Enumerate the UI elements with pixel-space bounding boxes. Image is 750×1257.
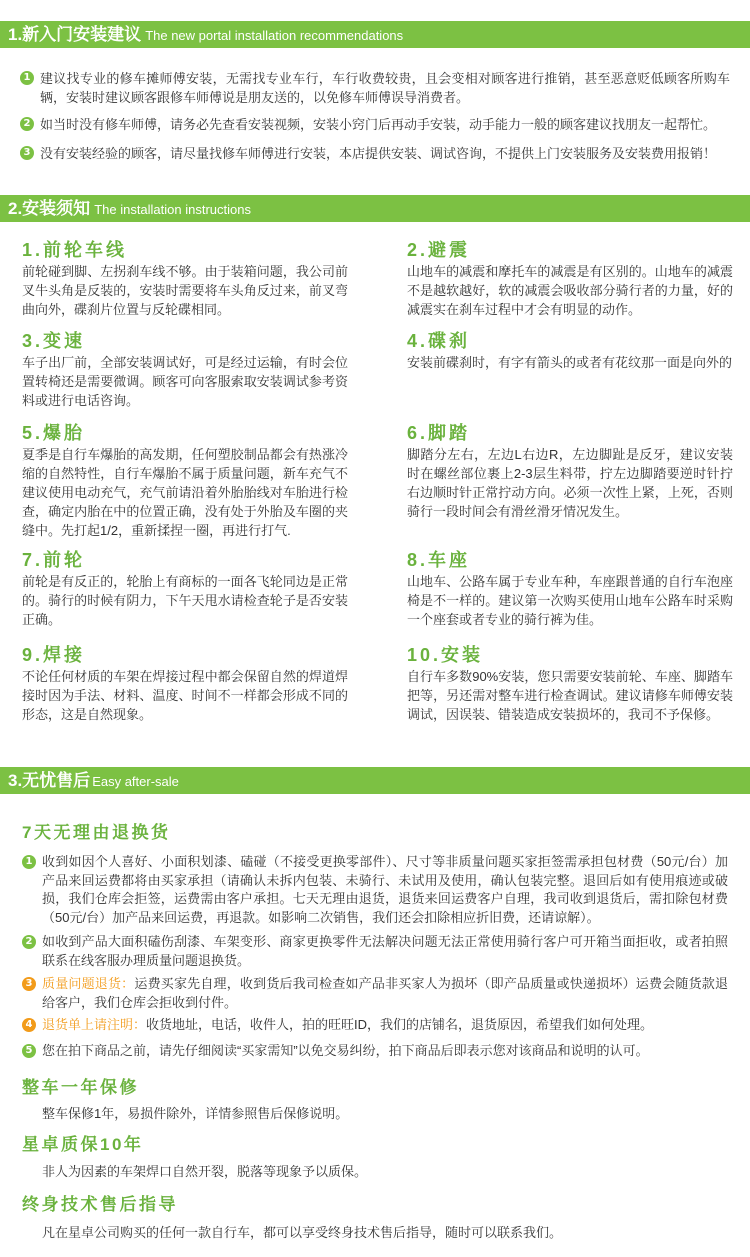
section-title: 3.无忧售后 <box>8 771 91 790</box>
number-badge: 2 <box>22 935 36 949</box>
instruction-text: 自行车多数90%安装，您只需要安装前轮、车座、脚踏车把等，另还需对整车进行检查调试。建议请修车师傅安装调试，因误装、错装造成安装损坏的，我司不予保修。 <box>407 669 733 722</box>
instruction-front-wheel-cable <box>22 239 348 319</box>
instruction-tire-burst <box>22 422 348 540</box>
return-policy-label: 质量问题退货： <box>42 976 135 991</box>
instruction-title: 4.碟刹 <box>407 331 471 351</box>
return-policy-body <box>42 975 728 1012</box>
return-policy-item <box>22 853 728 927</box>
return-policy-heading: 7天无理由退换货 <box>22 823 171 842</box>
instruction-disc-brake <box>407 330 733 372</box>
return-policy-item <box>22 975 728 1012</box>
instruction-title: 7.前轮 <box>22 550 86 570</box>
return-policy-text: 运费买家先自理，收到货后我司检查如产品非买家人为损坏（即产品质量或快递损坏）运费会随货款退给客户，我们仓库会拒收到付件。 <box>42 976 728 1010</box>
return-policy-text: 您在拍下商品之前，请先仔细阅读“买家需知”以免交易纠纷，拍下商品后即表示您对该商品和说明的认可。 <box>42 1043 649 1058</box>
instruction-text: 脚踏分左右，左边L右边R，左边脚趾是反牙，建议安装时在螺丝部位裹上2-3层生料带，拧左边脚踏要逆时针拧右边顺时针正常拧动方向。必须一次性上紧，上死，否则骑行一段时间会有滑丝滑牙情况发生。 <box>407 447 733 519</box>
return-policy-label: 退货单上请注明： <box>42 1017 147 1032</box>
instruction-saddle <box>407 549 733 629</box>
install-tip-item <box>20 69 730 107</box>
return-policy-text: 收到如因个人喜好、小面积划漆、磕碰（不接受更换零部件）、尺寸等非质量问题买家拒签需承担包材费（50元/台）加产品来回运费都将由买家承担（请确认未拆内包装、未骑行、未试用及使用，确认包装完整。退回后如有使用痕迹或破损，我们仓库会拒签，运费需由客户承担。七天无理由退货，退货来回运费客户自理，我司收到退货后，需扣除包材费（50元/台）加产品来回运费，再退款。如影响二次销售，我们还会扣除相应折旧费，还请谅解）。 <box>42 854 728 925</box>
warranty-text: 凡在星卓公司购买的任何一款自行车，都可以享受终身技术售后指导，随时可以联系我们。 <box>42 1225 563 1240</box>
section-subtitle: Easy after-sale <box>92 774 179 789</box>
instruction-installation <box>407 644 733 724</box>
instruction-front-wheel <box>22 549 348 629</box>
section-subtitle: The new portal installation recommendations <box>145 28 404 43</box>
instruction-text: 车子出厂前，全部安装调试好，可是经过运输，有时会位置转椅还是需要微调。顾客可向客服索取安装调试参考资料或进行电话咨询。 <box>22 355 348 408</box>
instruction-title: 9.焊接 <box>22 645 86 665</box>
instruction-text: 山地车的减震和摩托车的减震是有区别的。山地车的减震不是越软越好，软的减震会吸收部分骑行者的力量，好的减震实在刹车过程中才会有明显的动作。 <box>407 264 733 317</box>
return-policy-item <box>22 933 728 970</box>
number-badge: 2 <box>20 117 34 131</box>
install-tip-text: 没有安装经验的顾客，请尽量找修车师傅进行安装，本店提供安装、调试咨询，不提供上门安装服务及安装费用报销！ <box>40 146 717 161</box>
instruction-text: 不论任何材质的车架在焊接过程中都会保留自然的焊道焊接时因为手法、材料、温度、时间不一样都会形成不同的形态，这是自然现象。 <box>22 669 348 722</box>
instruction-pedals <box>407 422 733 521</box>
section-header-instructions <box>0 195 750 222</box>
instruction-title: 8.车座 <box>407 550 471 570</box>
instruction-suspension <box>407 239 733 319</box>
install-tip-item <box>20 115 730 134</box>
install-tip-text: 建议找专业的修车摊师傅安装，无需找专业车行，车行收费较贵，且会变相对顾客进行推销，甚至恶意贬低顾客所购车辆，安装时建议顾客跟修车师傅说是朋友送的，以免修车师傅误导消费者。 <box>40 71 730 105</box>
section-subtitle: The installation instructions <box>94 202 251 217</box>
warranty-heading: 整车一年保修 <box>22 1078 139 1097</box>
instruction-title: 6.脚踏 <box>407 423 471 443</box>
warranty-heading: 星卓质保10年 <box>22 1135 144 1154</box>
number-badge: 3 <box>20 146 34 160</box>
instruction-shifting <box>22 330 348 410</box>
section-header-install-tips <box>0 21 750 48</box>
section-title: 2.安装须知 <box>8 199 91 218</box>
return-policy-item <box>22 1016 728 1035</box>
instruction-title: 10.安装 <box>407 645 484 665</box>
instruction-title: 3.变速 <box>22 331 86 351</box>
instruction-welding <box>22 644 348 724</box>
instruction-title: 1.前轮车线 <box>22 240 128 260</box>
number-badge: 1 <box>22 855 36 869</box>
return-policy-body <box>42 1016 728 1035</box>
warranty-heading: 终身技术售后指导 <box>22 1195 178 1214</box>
return-policy-text: 如收到产品大面积磕伤刮漆、车架变形、商家更换零件无法解决问题无法正常使用骑行客户可开箱当面拒收，或者拍照联系在线客服办理质量问题退换货。 <box>42 934 728 968</box>
instruction-title: 2.避震 <box>407 240 471 260</box>
instruction-text: 夏季是自行车爆胎的高发期，任何塑胶制品都会有热涨冷缩的自然特性，自行车爆胎不属于质量问题，新车充气不建议使用电动充气，充气前请沿着外胎胎线对车胎进行检查，确定内胎在中的位置正确，没有处于外胎及车圈的夹缝中。先打起1/2，重新揉捏一圈，再进行打气. <box>22 447 348 538</box>
return-policy-item <box>22 1042 728 1061</box>
instruction-text: 前轮是有反正的，轮胎上有商标的一面各飞轮同边是正常的。骑行的时候有阴力，下午天甩水请检查轮子是否安装正确。 <box>22 574 348 627</box>
number-badge: 3 <box>22 977 36 991</box>
install-tip-item <box>20 144 730 163</box>
warranty-text: 非人为因素的车架焊口自然开裂，脱落等现象予以质保。 <box>42 1164 368 1179</box>
section-title: 1.新入门安装建议 <box>8 25 142 44</box>
instruction-text: 安装前碟刹时，有字有箭头的或者有花纹那一面是向外的 <box>407 355 733 370</box>
number-badge: 4 <box>22 1018 36 1032</box>
instruction-title: 5.爆胎 <box>22 423 86 443</box>
install-tip-text: 如当时没有修车师傅，请务必先查看安装视频，安装小窍门后再动手安装，动手能力一般的顾客建议找朋友一起帮忙。 <box>40 117 717 132</box>
warranty-text: 整车保修1年，易损件除外，详情参照售后保修说明。 <box>42 1106 349 1121</box>
instruction-text: 山地车、公路车属于专业车种，车座跟普通的自行车泡座椅是不一样的。建议第一次购买使用山地车公路车时采购一个座套或者专业的骑行裤为佳。 <box>407 574 733 627</box>
number-badge: 5 <box>22 1044 36 1058</box>
number-badge: 1 <box>20 71 34 85</box>
section-header-after-sale <box>0 767 750 794</box>
return-policy-text: 收货地址，电话，收件人，拍的旺旺ID，我们的店铺名，退货原因，希望我们如何处理。 <box>146 1017 654 1032</box>
instruction-text: 前轮碰到脚、左拐刹车线不够。由于装箱问题，我公司前叉牛头角是反装的，安装时需要将车头角反过来，前叉弯曲向外，碟刹片位置与反轮碟相同。 <box>22 264 348 317</box>
